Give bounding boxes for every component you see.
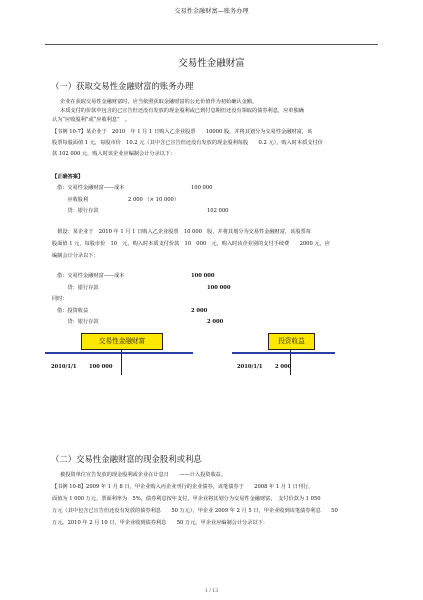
t-account-date: 2010/1/1 (237, 364, 263, 370)
running-header: 交易性金融财富—账务办理 (174, 8, 249, 15)
example-line: 【书例 10-8】2009 年 1 月 8 日，甲企业购入丙企业刊行的企业债券，该笔债券于 2008 年 1 月 1 日刊行， (52, 484, 314, 490)
entry-text: 借：交易性金融财富——成本 (57, 185, 125, 191)
t-account-amount: 100 000 (89, 364, 113, 370)
entry-text: 应收股利 (57, 197, 89, 203)
example-line: 【书例 10-7】某企业于 2010 年 1 月 1 日购入乙企业股票 10000 股，并将其划分为交易性金融财富，该 (52, 129, 313, 135)
t-account-rule (45, 352, 193, 354)
paragraph-line: 企业在获取交易性金融财富时，应当依照获取金融财富的公允价值作为初始确认金额。 (60, 99, 258, 105)
page-number: 1 / 13 (204, 589, 219, 594)
t-account-rule (232, 352, 335, 354)
t-account-title: 交易性金融财富 (81, 333, 163, 350)
header-rule (45, 44, 378, 45)
entry-text: 贷：银行存款 (57, 208, 99, 214)
entry-text: 贷：银行存款 (57, 319, 99, 325)
answer-label: 【正确答案】 (52, 174, 84, 180)
paragraph-line: 被投资单位宣告发放的现金股利或企业在计息日 ——计入投资收益。 (60, 472, 227, 478)
t-account-title: 投资收益 (268, 333, 315, 350)
example-line: 假设：某企业于 2010 年 1 月 1 日购入乙企业股票 10 000 股，并将其划分为交易性金融财富，该股票每 (52, 229, 311, 235)
paragraph-line: 本质支付的价款中包含的已宣告但还没有发放的现金股利或已到付息期但还没有领取的债券利息，应单独确 (60, 108, 304, 114)
entry-amount: 2 000 （× 10 000） (128, 197, 180, 203)
entry-text: 借：交易性金融财富——成本 (57, 273, 125, 279)
entry-amount: 100 000 (191, 185, 213, 191)
entry-text: 贷：银行存款 (57, 285, 99, 291)
paragraph-line: 认为“应收股利”或“应收利息” 。 (52, 117, 131, 123)
page-title: 交易性金融财富 (178, 58, 245, 69)
example-line: 万元。2010 年 2 月 10 日，甲企业收到债券利息 50 万元。甲企业应编制会计分录以下： (52, 520, 268, 526)
example-line: 股票每股面值 1 元，每股市价 10.2 元（其中含已宣告但还没有发放的现金股利每股 0.2 元），购入时本质支付价 (52, 140, 323, 146)
entry-amount: 102 000 (207, 208, 229, 214)
t-account-amount: 2 000 (275, 364, 292, 370)
section-1-heading: （一）获取交易性金融财富的账务办理 (51, 81, 194, 91)
example-line: 股面值 1 元，每股市价 10 元，购入时本质支付价款 10 000 元，购入时该企业别的支付手续费 2000 元，应 (52, 241, 330, 247)
example-line: 万元（其中包含已宣告但还没有发放的债券利息 50 万元），甲企业 2009 年 2 月 5 日，甲企业收到该笔债券利息 50 (52, 508, 338, 514)
example-line: 面值为 1 000 万元，票面利率为 5%，债券利息按年支付。甲企业将其划分为交易性金融财富， 支付价款为 1 050 (52, 496, 321, 502)
entry-amount: 2 000 (207, 319, 224, 325)
entry-amount: 100 000 (207, 285, 231, 291)
entry-text: 同时： (52, 296, 68, 302)
example-line: 款 102 000 元，购入时该企业应编制会计分录以下： (52, 151, 176, 157)
entry-amount: 2 000 (191, 308, 208, 314)
section-2-heading: （二）交易性金融财富的现金股利或利息 (51, 454, 202, 464)
example-line: 编制会计分录以下： (52, 253, 99, 259)
t-account-date: 2010/1/1 (51, 364, 77, 370)
entry-amount: 100 000 (191, 273, 215, 279)
entry-text: 借：投资收益 (57, 308, 89, 314)
